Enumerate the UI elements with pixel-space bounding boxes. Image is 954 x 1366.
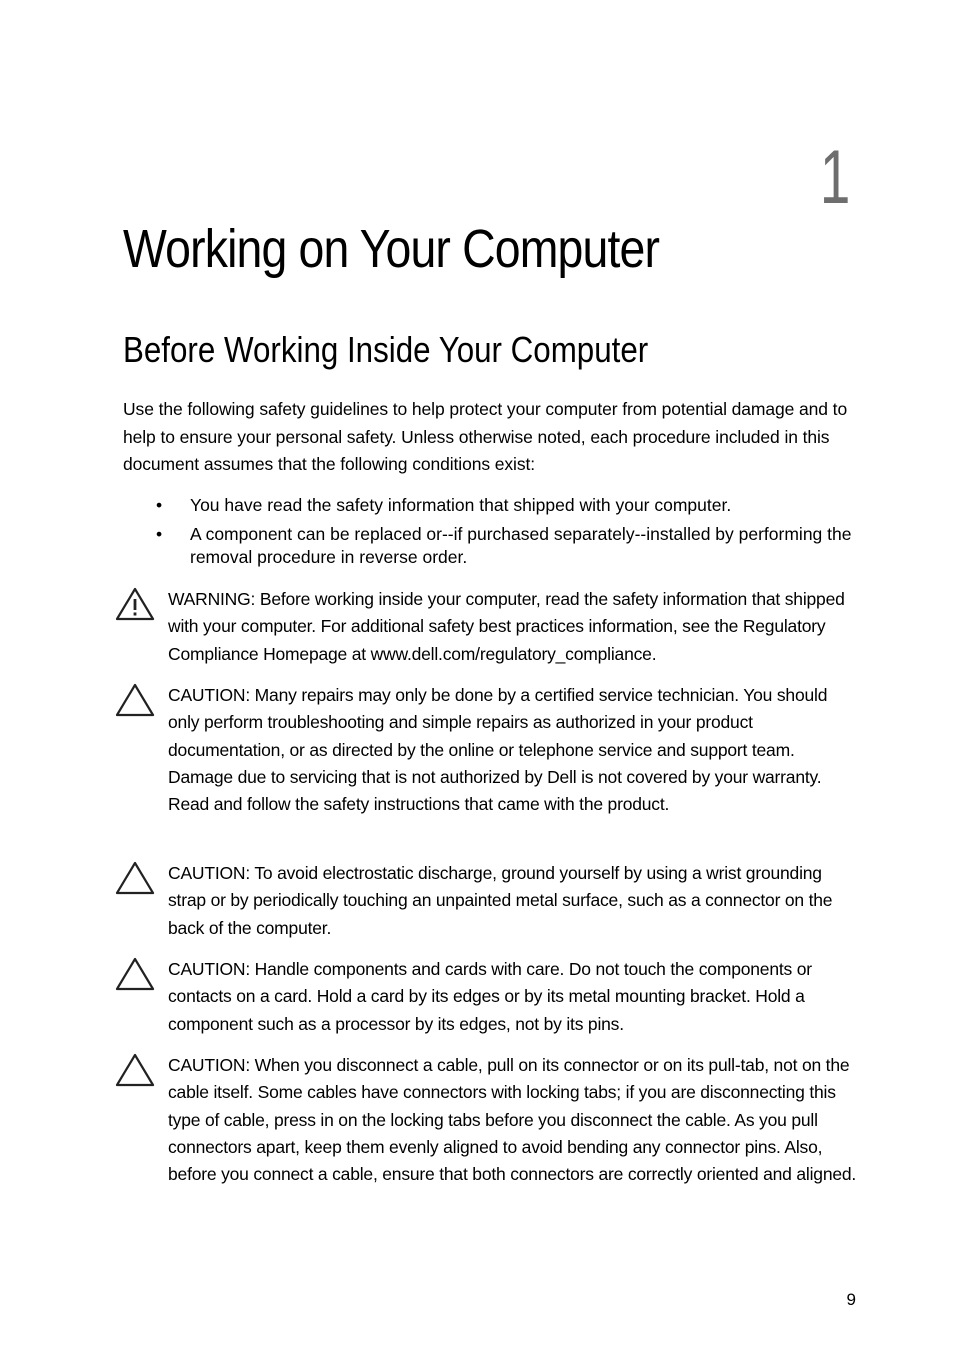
- caution-notice: [114, 956, 858, 1038]
- conditions-list: [123, 494, 863, 575]
- caution-triangle-icon: [114, 956, 156, 992]
- warning-triangle-icon: [114, 586, 156, 622]
- caution-triangle-icon: [114, 1052, 156, 1088]
- caution-text: CAUTION: Many repairs may only be done by a certified service technician. You should only perform troubleshooting and simple repairs as authorized in your product documentation, or as directed by the online or telephone service and support team. Damage due to servicing that is not authorized by Dell is not covered by your warranty. Read and follow the safety instructions that came with the product.: [168, 685, 828, 815]
- caution-notice: [114, 1052, 858, 1188]
- caution-text: CAUTION: To avoid electrostatic discharge, ground yourself by using a wrist grounding strap or by periodically touching an unpainted metal surface, such as a connector on the back of the computer.: [168, 863, 833, 938]
- page-number: 9: [846, 1290, 856, 1309]
- chapter-number: 1: [819, 135, 850, 220]
- section-title: Before Working Inside Your Computer: [123, 329, 649, 370]
- list-item: [123, 523, 863, 569]
- caution-notice: [114, 682, 858, 818]
- list-item: [123, 494, 863, 517]
- list-item-text: A component can be replaced or--if purchased separately--installed by performing the removal procedure in reverse order.: [190, 524, 852, 567]
- caution-triangle-icon: [114, 860, 156, 896]
- list-item-text: You have read the safety information that shipped with your computer.: [190, 495, 732, 515]
- caution-text: CAUTION: Handle components and cards with care. Do not touch the components or contacts on a card. Hold a card by its edges or by its metal mounting bracket. Hold a component such as a processor by its edges, not by its pins.: [168, 959, 812, 1034]
- bullet-icon: •: [156, 495, 163, 515]
- warning-text: WARNING: Before working inside your computer, read the safety information that shipped with your computer. For additional safety best practices information, see the Regulatory Compliance Homepage at www.dell.com/regulatory_compliance.: [168, 589, 845, 664]
- intro-paragraph: Use the following safety guidelines to help protect your computer from potential damage and to help to ensure your personal safety. Unless otherwise noted, each procedure included in this document assumes that the following conditions exist:: [123, 399, 848, 474]
- chapter-title: Working on Your Computer: [123, 219, 660, 279]
- caution-text: CAUTION: When you disconnect a cable, pull on its connector or on its pull-tab, not on the cable itself. Some cables have connectors with locking tabs; if you are disconnecting this type of cable, press in on the locking tabs before you disconnect the cable. As you pull connectors apart, keep them evenly aligned to avoid bending any connector pins. Also, before you connect a cable, ensure that both connectors are correctly oriented and aligned.: [168, 1055, 857, 1185]
- warning-notice: [114, 586, 858, 668]
- bullet-icon: •: [156, 524, 163, 544]
- caution-notice: [114, 860, 858, 942]
- caution-triangle-icon: [114, 682, 156, 718]
